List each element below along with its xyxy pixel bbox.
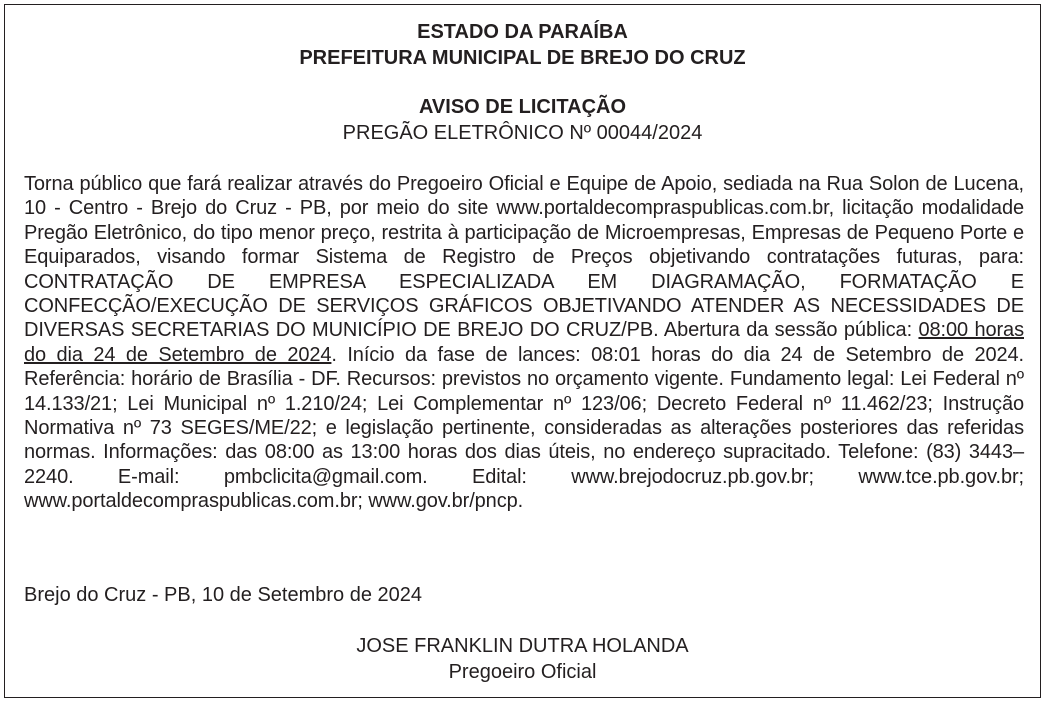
state-heading: ESTADO DA PARAÍBA [417, 21, 628, 43]
notice-title: AVISO DE LICITAÇÃO [418, 96, 627, 118]
municipality-heading: PREFEITURA MUNICIPAL DE BREJO DO CRUZ [299, 47, 746, 69]
procedure-number: PREGÃO ELETRÔNICO Nº 00044/2024 [342, 122, 703, 144]
signatory-name: JOSE FRANKLIN DUTRA HOLANDA [356, 635, 689, 657]
bid-notice [4, 4, 1041, 698]
body-text-after: . Início da fase de lances: 08:01 horas do dia 24 de Setembro de 2024. Referência: horário de Brasília - DF. Recursos: previstos no orçamento vigente. Fundamento legal: Lei Federal nº 14.133/21; Lei Municipal nº 1.210/24; Lei Complementar nº 123/06; Decreto Federal nº 11.462/23; Instrução Normativa nº 73 SEGES/ME/22; e legislação pertinente, consideradas as alterações posteriores das referidas normas. Informações: das 08:00 as 13:00 horas dos dias úteis, no endereço supracitado. Telefone: (83) 3443–2240. E-mail: pmbclicita@gmail.com. Edital: www.brejodocruz.pb.gov.br; www.tce.pb.gov.br; www.portaldecompraspublicas.com.br; www.gov.br/pncp. [24, 343, 1024, 513]
body-text-before: Torna público que fará realizar através do Pregoeiro Oficial e Equipe de Apoio, sediada na Rua Solon de Lucena, 10 - Centro - Brejo do Cruz - PB, por meio do site www.portaldecompraspublicas.com.br, licitação modalidade Pregão Eletrônico, do tipo menor preço, restrita à participação de Microempresas, Empresas de Pequeno Porte e Equiparados, visando formar Sistema de Registro de Preços objetivando contratações futuras, para: CONTRATAÇÃO DE EMPRESA ESPECIALIZADA EM DIAGRAMAÇÃO, FORMATAÇÃO E CONFECÇÃO/EXECUÇÃO DE SERVIÇOS GRÁFICOS OBJETIVANDO ATENDER AS NECESSIDADES DE DIVERSAS SECRETARIAS DO MUNICÍPIO DE BREJO DO CRUZ/PB. Abertura da sessão pública: [24, 173, 1024, 342]
place-and-date: Brejo do Cruz - PB, 10 de Setembro de 2024 [24, 584, 423, 606]
signatory-role: Pregoeiro Oficial [448, 661, 597, 683]
session-opening-time: 08:00 horas do dia 24 de Setembro de 2024 [24, 319, 1024, 366]
notice-body [24, 172, 1024, 514]
